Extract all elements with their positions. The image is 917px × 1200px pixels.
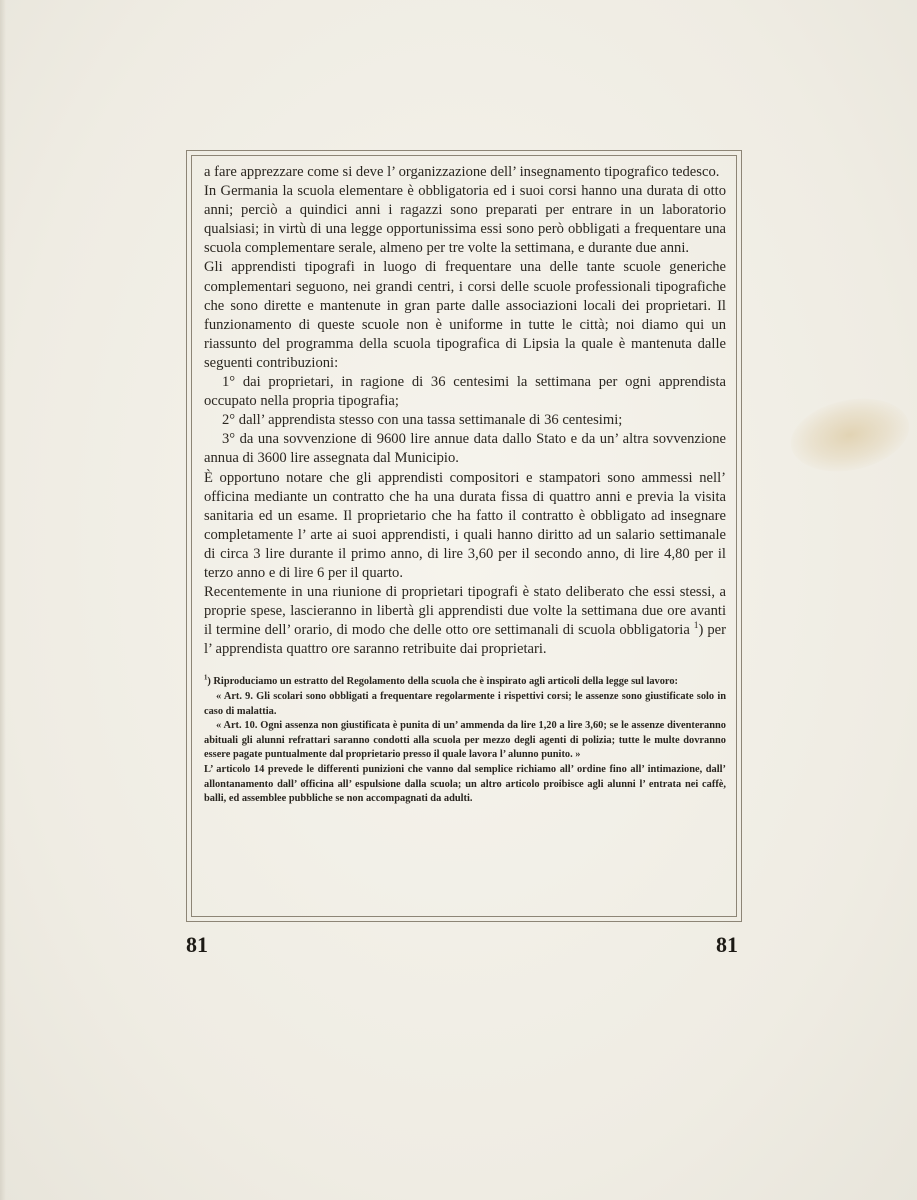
body-text — [204, 163, 726, 659]
paragraph-5-text: Recentemente in una riunione di proprietari tipografi è stato deliberato che essi stessi, a proprie spese, lascieranno in libertà gli apprendisti due volte la settimana due ore avanti il termine dell’ orario, di modo che delle otto ore settimanali di scuola obbligatoria — [204, 584, 726, 639]
footnote-art-10: « Art. 10. Ogni assenza non giustificata è punita di un’ ammenda da lire 1,20 a lire 3,60; se le assenze diventeranno abituali gli alunni refrattari saranno condotti alla scuola per mezzo degli agenti di polizia; tutte le multe dovranno essere pagate puntualmente dal proprietario presso il quale lavora l’ alunno punito. » — [204, 720, 726, 761]
footnote-1 — [204, 675, 726, 690]
footnote-marker: 1 — [204, 674, 208, 682]
paragraph-5 — [204, 583, 726, 659]
page-number-right: 81 — [716, 932, 738, 957]
paragraph-5-tail: ) per l’ apprendista quattro ore saranno retribuite dai proprietari. — [204, 622, 726, 658]
footnote-art-14: L’ articolo 14 prevede le differenti punizioni che vanno dal semplice richiamo all’ ordine fino all’ intimazione, dall’ allontanamento dall’ officina all’ espulsione dalla scuola; un altro articolo proibisce agli alunni l’ entrata nei caffè, balli, ed assemblee pubbliche se non accompagnati da adulti. — [204, 764, 726, 805]
page-content — [204, 163, 726, 807]
footnotes — [204, 675, 726, 806]
contribution-item-2: 2° dall’ apprendista stesso con una tassa settimanale di 36 centesimi; — [222, 412, 623, 429]
footnote-1-text: ) Riproduciamo un estratto del Regolamento della scuola che è inspirato agli articoli della legge sul lavoro: — [207, 676, 678, 688]
page-edge-shadow — [0, 0, 6, 1200]
contribution-item-3: 3° da una sovvenzione di 9600 lire annue data dallo Stato e da un’ altra sovvenzione annua di 3600 lire assegnata dal Municipio. — [204, 431, 726, 467]
footnote-ref: 1 — [693, 621, 699, 632]
contribution-item-1: 1° dai proprietari, in ragione di 36 centesimi la settimana per ogni apprendista occupato nella propria tipografia; — [204, 374, 726, 410]
footnote-art-9: « Art. 9. Gli scolari sono obbligati a frequentare regolarmente i rispettivi corsi; le assenze sono giustificate solo in caso di malattia. — [204, 691, 726, 717]
paragraph-2: In Germania la scuola elementare è obbligatoria ed i suoi corsi hanno una durata di otto anni; perciò a quindici anni i ragazzi sono preparati per entrare in un laboratorio qualsiasi; in virtù di una legge opportunissima essi sono però obbligati a frequentare una scuola complementare serale, almeno per tre volte la settimana, e durante due anni. — [204, 183, 726, 257]
paragraph-3: Gli apprendisti tipografi in luogo di frequentare una delle tante scuole generiche complementari seguono, nei grandi centri, i corsi delle scuole professionali tipografiche che sono dirette e mantenute in gran parte dalle associazioni locali dei proprietari. Il funzionamento di queste scuole non è uniforme in tutte le città; noi diamo qui un riassunto del programma della scuola tipografica di Lipsia la quale è mantenuta dalle seguenti contribuzioni: — [204, 259, 726, 371]
paragraph-4: È opportuno notare che gli apprendisti compositori e stampatori sono ammessi nell’ officina mediante un contratto che ha una durata fissa di quattro anni e previa la visita sanitaria ed un esame. Il proprietario che ha fatto il contratto è obbligato ad insegnare completamente l’ arte ai suoi apprendisti, i quali hanno diritto ad un salario settimanale di circa 3 lire durante il primo anno, di lire 3,60 per il secondo anno, di lire 4,80 per il terzo anno e di lire 6 per il quarto. — [204, 469, 726, 581]
page-number-left: 81 — [186, 932, 208, 957]
paragraph-1: a fare apprezzare come si deve l’ organizzazione dell’ insegnamento tipografico tedesco. — [204, 164, 720, 180]
